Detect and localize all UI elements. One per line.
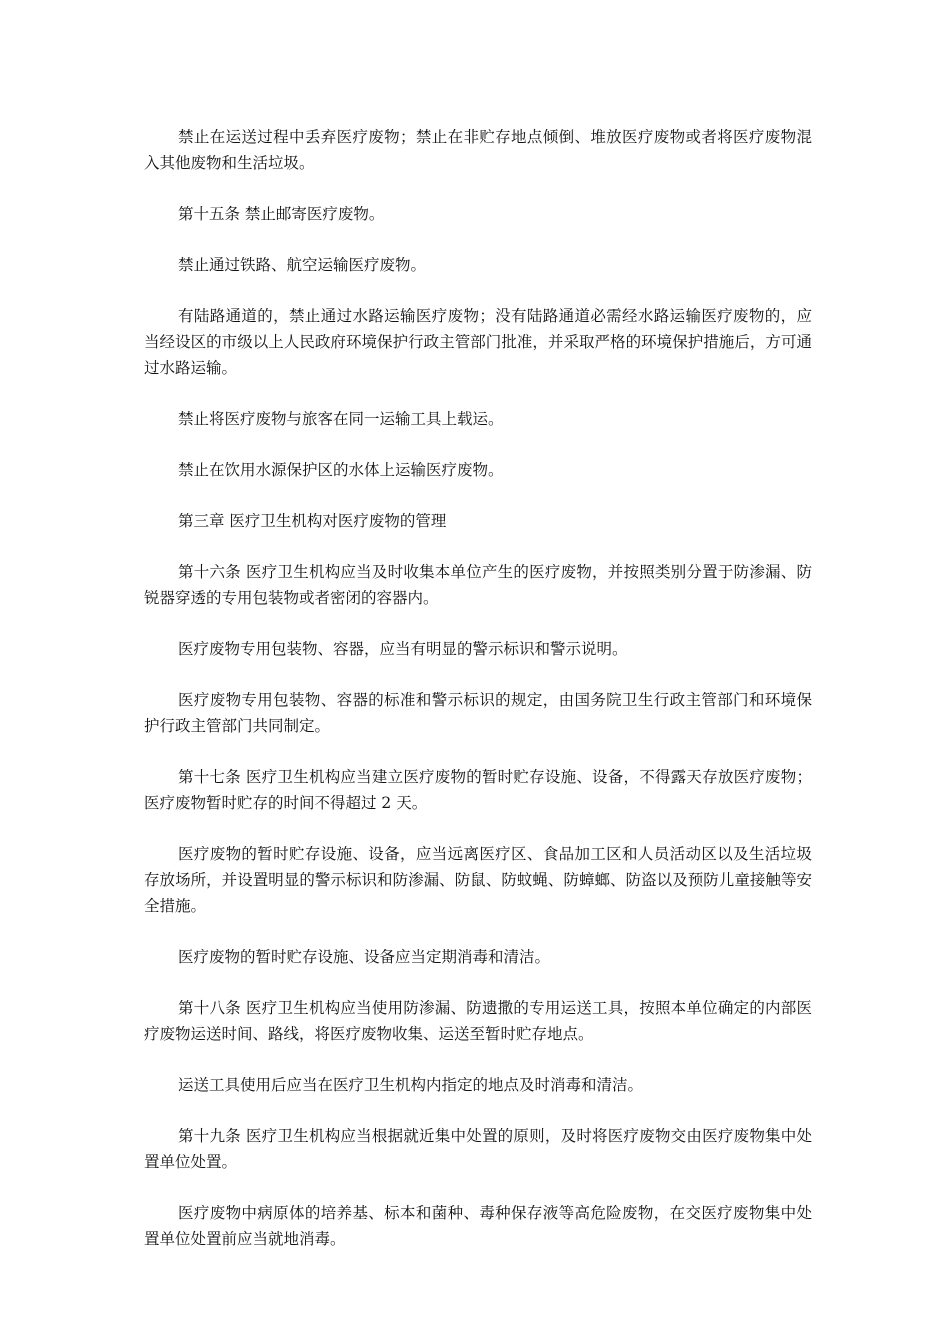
article-17: 第十七条 医疗卫生机构应当建立医疗废物的暂时贮存设施、设备，不得露天存放医疗废物；医疗废物暂时贮存的时间不得超过 2 天。 <box>144 768 812 812</box>
paragraph: 运送工具使用后应当在医疗卫生机构内指定的地点及时消毒和清洁。 <box>178 1076 644 1094</box>
paragraph: 禁止在运送过程中丢弃医疗废物；禁止在非贮存地点倾倒、堆放医疗废物或者将医疗废物混入其他废物和生活垃圾。 <box>144 128 812 172</box>
paragraph: 医疗废物专用包装物、容器的标准和警示标识的规定，由国务院卫生行政主管部门和环境保护行政主管部门共同制定。 <box>144 691 812 735</box>
paragraph: 禁止在饮用水源保护区的水体上运输医疗废物。 <box>178 461 504 479</box>
paragraph: 医疗废物专用包装物、容器，应当有明显的警示标识和警示说明。 <box>178 640 628 658</box>
article-19: 第十九条 医疗卫生机构应当根据就近集中处置的原则，及时将医疗废物交由医疗废物集中处置单位处置。 <box>144 1127 812 1171</box>
paragraph: 禁止通过铁路、航空运输医疗废物。 <box>178 256 427 274</box>
article-16: 第十六条 医疗卫生机构应当及时收集本单位产生的医疗废物，并按照类别分置于防渗漏、防锐器穿透的专用包装物或者密闭的容器内。 <box>144 563 812 607</box>
chapter-3-heading: 第三章 医疗卫生机构对医疗废物的管理 <box>178 512 447 530</box>
article-18: 第十八条 医疗卫生机构应当使用防渗漏、防遗撒的专用运送工具，按照本单位确定的内部医疗废物运送时间、路线，将医疗废物收集、运送至暂时贮存地点。 <box>144 999 812 1043</box>
paragraph: 禁止将医疗废物与旅客在同一运输工具上载运。 <box>178 410 504 428</box>
paragraph: 医疗废物中病原体的培养基、标本和菌种、毒种保存液等高危险废物，在交医疗废物集中处置单位处置前应当就地消毒。 <box>144 1204 812 1248</box>
article-15-heading: 第十五条 禁止邮寄医疗废物。 <box>178 205 385 223</box>
document-body <box>144 124 812 1277</box>
paragraph: 医疗废物的暂时贮存设施、设备，应当远离医疗区、食品加工区和人员活动区以及生活垃圾存放场所，并设置明显的警示标识和防渗漏、防鼠、防蚊蝇、防蟑螂、防盗以及预防儿童接触等安全措施。 <box>144 845 812 915</box>
paragraph: 医疗废物的暂时贮存设施、设备应当定期消毒和清洁。 <box>178 948 551 966</box>
paragraph: 有陆路通道的，禁止通过水路运输医疗废物；没有陆路通道必需经水路运输医疗废物的，应当经设区的市级以上人民政府环境保护行政主管部门批准，并采取严格的环境保护措施后，方可通过水路运输。 <box>144 307 812 377</box>
